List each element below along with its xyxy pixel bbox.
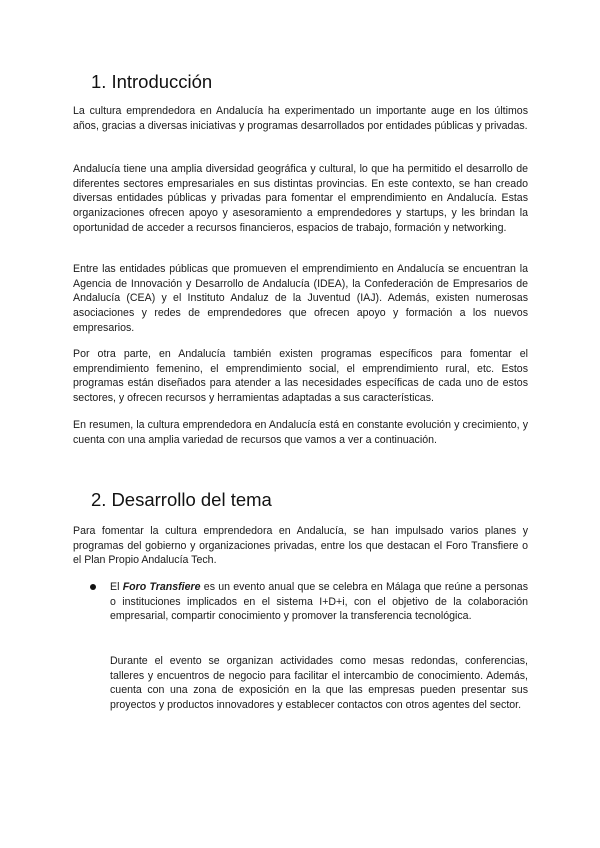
intro-paragraph-4: Por otra parte, en Andalucía también existen programas específicos para fomentar el emprendimiento femenino, el emprendimiento social, el emprendimiento rural, etc. Estos programas están diseñados para atender a las necesidades específicas de cada uno de estos sectores, y ofrecen recursos y herramientas adaptadas a sus características. (73, 348, 528, 405)
section-1-number: 1. (91, 71, 107, 92)
section-2-heading (91, 489, 272, 511)
section-2-title: Desarrollo del tema (111, 489, 272, 510)
section-1-title: Introducción (111, 71, 213, 92)
foro-transfiere-bullet (110, 580, 528, 624)
intro-paragraph-2: Andalucía tiene una amplia diversidad geográfica y cultural, lo que ha permitido el desarrollo de diferentes sectores empresariales en sus distintas provincias. En este contexto, se han creado diversas entidades públicas y privadas para fomentar el emprendimiento en Andalucía. Estas organizaciones ofrecen apoyo y asesoramiento a emprendedores y startups, y les brindan la oportunidad de acceder a recursos financieros, espacios de trabajo, formación y networking. (73, 163, 528, 234)
development-intro-paragraph: Para fomentar la cultura emprendedora en Andalucía, se han impulsado varios planes y programas del gobierno y organizaciones privadas, entre los que destacan el Foro Transfiere o el Plan Propio Andalucía Tech. (73, 525, 528, 567)
bullet-marker (90, 584, 96, 590)
section-2-number: 2. (91, 489, 107, 510)
section-1-heading (91, 71, 212, 93)
bullet-text: es un evento anual que se celebra en Málaga que reúne a personas o instituciones implicados en el sistema I+D+i, con el objetivo de la colaboración empresarial, compartir conocimiento y promover la transferencia tecnológica. (110, 581, 528, 623)
intro-paragraph-1: La cultura emprendedora en Andalucía ha experimentado un importante auge en los últimos años, gracias a diversas iniciativas y programas desarrollados por entidades públicas y privadas. (73, 105, 528, 132)
intro-paragraph-3: Entre las entidades públicas que promueven el emprendimiento en Andalucía se encuentran la Agencia de Innovación y Desarrollo de Andalucía (IDEA), la Confederación de Empresarios de Andalucía (CEA) y el Instituto Andaluz de la Juventud (IAJ). Además, existen numerosas asociaciones y redes de emprendedores que ofrecen apoyo y formación a los nuevos empresarios. (73, 263, 528, 334)
foro-transfiere-emphasis: Foro Transfiere (122, 581, 201, 593)
intro-paragraph-5: En resumen, la cultura emprendedora en Andalucía está en constante evolución y crecimiento, y cuenta con una amplia variedad de recursos que vamos a ver a continuación. (73, 419, 528, 446)
foro-transfiere-continuation: Durante el evento se organizan actividades como mesas redondas, conferencias, talleres y encuentros de negocio para facilitar el intercambio de conocimiento. Además, cuenta con una zona de exposición en la que las empresas pueden presentar sus proyectos y productos innovadores y establecer contactos con otros agentes del sector. (110, 655, 528, 712)
bullet-lead: El (110, 581, 120, 593)
